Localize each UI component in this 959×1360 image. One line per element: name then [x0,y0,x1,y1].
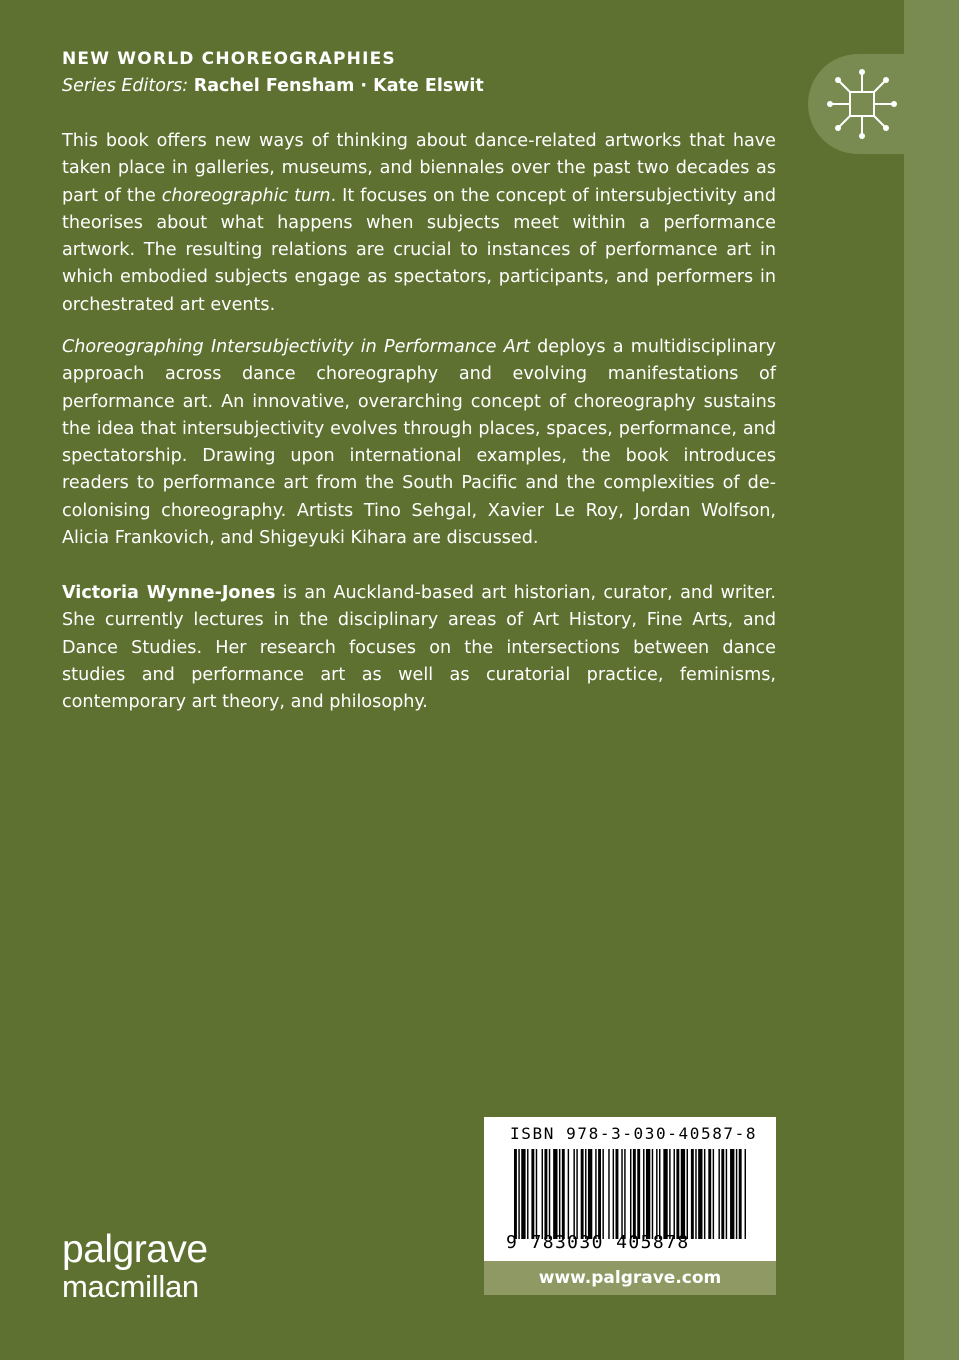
palgrave-node-icon [822,66,902,142]
barcode-bar [608,1149,609,1239]
barcode-bar [585,1149,586,1239]
barcode-bar [687,1149,688,1239]
logo-tab [808,54,959,154]
barcode-bar [745,1149,746,1239]
barcode-bars [514,1149,746,1241]
publisher-website[interactable]: www.palgrave.com [484,1261,776,1295]
barcode-bar [721,1149,724,1239]
barcode-bar [726,1149,727,1239]
barcode-bar [602,1149,603,1239]
barcode-bar [576,1149,577,1239]
barcode-digits: 9 783030 405878 [506,1232,690,1253]
barcode-bar [736,1149,737,1239]
author-bio [62,580,776,716]
series-editors-names: Rachel Fensham · Kate Elswit [193,76,484,96]
barcode-bar [616,1149,619,1239]
barcode-bar [568,1149,569,1239]
barcode-bar [637,1149,640,1239]
barcode-bar [643,1149,644,1239]
barcode-bar [598,1149,601,1239]
barcode-bar [669,1149,670,1239]
publisher-logo-line-1: palgrave [62,1228,208,1271]
barcode-bar [562,1149,565,1239]
barcode-bar [718,1149,719,1239]
barcode-bar [695,1149,696,1239]
barcode-bar [630,1149,631,1239]
barcode-bar [527,1149,528,1239]
series-editors-label: Series Editors: [62,76,189,96]
barcode-bar [656,1149,657,1239]
barcode-bar [713,1149,714,1239]
barcode-bar [613,1149,614,1239]
barcode-bar [553,1149,557,1239]
barcode-bar [531,1149,534,1239]
barcode-bar [549,1149,550,1239]
barcode-bar [698,1149,702,1239]
barcode-bar [652,1149,653,1239]
barcode-bar [581,1149,584,1239]
barcode-bar [659,1149,660,1239]
barcode-bar [559,1149,560,1239]
publisher-logo [62,1230,208,1302]
barcode-bar [708,1149,711,1239]
publisher-logo-line-2: macmillan [62,1269,199,1304]
barcode-bar [633,1149,636,1239]
barcode-bar [621,1149,622,1239]
author-name: Victoria Wynne-Jones [62,583,276,603]
barcode-bar [542,1149,543,1239]
blurb-p1-emphasis: choreographic turn [161,185,331,206]
author-bio-text: is an Auckland-based art historian, curator, and writer. She currently lectures in the disciplinary areas of Art History, Fine Arts, and Dance Studies. Her research focuses on the intersections between dance studies and performance art as well as curatorial practice, feminisms, contemporary art theory, and philosophy. [62,583,776,713]
barcode-bar [730,1149,734,1239]
barcode-bar [663,1149,667,1239]
barcode-box [484,1117,776,1261]
barcode-bar [521,1149,525,1239]
barcode-bar [624,1149,625,1239]
blurb-p1-b: . It focuses on the concept of intersubjectivity and theorises about what happens when subjects meet within a performance artwork. The resulting relations are crucial to instances of performance art in which embodied subjects engage as spectators, participants, and performers in orchestrated art events. [62,185,776,315]
series-title: NEW WORLD CHOREOGRAPHIES [62,49,396,69]
barcode-bar [739,1149,742,1239]
barcode-bar [544,1149,547,1239]
blurb-p2-b: deploys a multidisciplinary approach across dance choreography and evolving manifestations of performance art. An innovative, overarching concept of choreography sustains the idea that intersubjectivity evolves through places, spaces, performance, and spectatorship. Drawing upon international examples, the book introduces readers to performance art from the South Pacific and the complexities of de-colonising choreography. Artists Tino Sehgal, Xavier Le Roy, Jordan Wolfson, Alicia Frankovich, and Shigeyuki Kihara are discussed. [62,337,776,549]
blurb-p1-a: This book offers new ways of thinking about dance-related artworks that have taken place in galleries, museums, and biennales over the past two decades as part of the [62,131,776,206]
barcode-bar [536,1149,537,1239]
barcode-bar [573,1149,574,1239]
barcode-bar [704,1149,705,1239]
barcode-bar [595,1149,596,1239]
book-title-italic: Choreographing Intersubjectivity in Performance Art [62,337,530,357]
barcode-bar [674,1149,675,1239]
barcode-bar [681,1149,685,1239]
blurb-paragraph-2 [62,334,776,552]
barcode-bar [691,1149,694,1239]
barcode-bar [518,1149,519,1239]
series-editors [62,76,484,96]
barcode-bar [676,1149,679,1239]
barcode-bar [588,1149,592,1239]
isbn-label: ISBN 978-3-030-40587-8 [510,1124,758,1143]
barcode-bar [514,1149,517,1239]
spine-strip [904,0,959,1360]
barcode-bar [646,1149,650,1239]
blurb-paragraph-1 [62,128,776,319]
